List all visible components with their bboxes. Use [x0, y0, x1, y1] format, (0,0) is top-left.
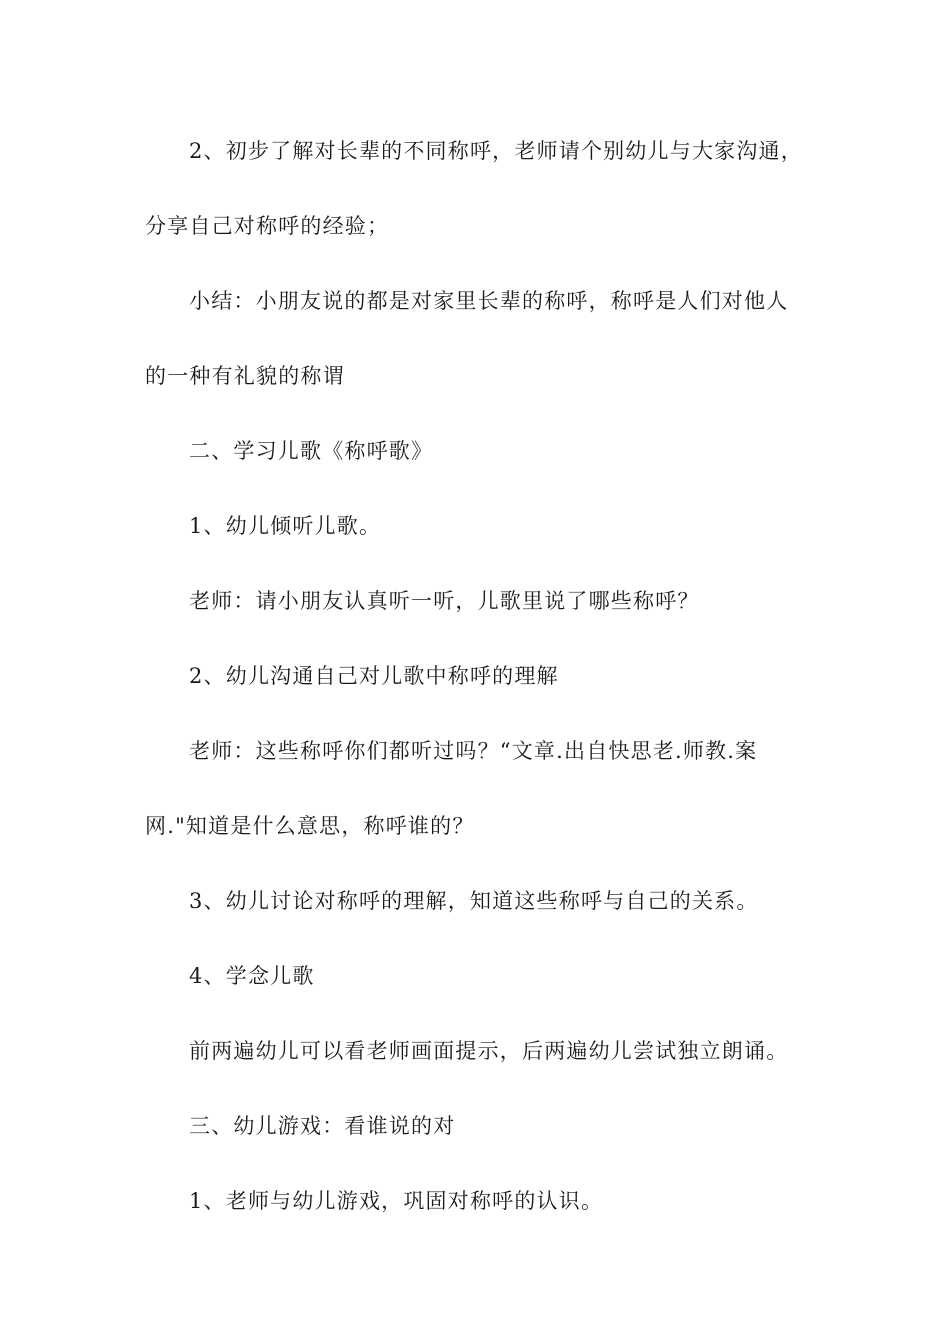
paragraph-line: 老师：这些称呼你们都听过吗？“文章.出自快思老.师教.案	[189, 739, 758, 763]
paragraph-line: 分享自己对称呼的经验；	[145, 214, 390, 238]
section-heading: 二、学习儿歌《称呼歌》	[189, 439, 434, 463]
paragraph-line: 4、学念儿歌	[189, 964, 315, 988]
paragraph-line: 小结：小朋友说的都是对家里长辈的称呼，称呼是人们对他人	[189, 289, 789, 313]
paragraph-line: 网."知道是什么意思，称呼谁的？	[145, 814, 475, 838]
paragraph-line: 3、幼儿讨论对称呼的理解，知道这些称呼与自己的关系。	[189, 889, 759, 913]
paragraph-line: 2、初步了解对长辈的不同称呼，老师请个别幼儿与大家沟通，	[189, 139, 803, 163]
paragraph-line: 的一种有礼貌的称谓	[145, 364, 345, 388]
paragraph-line: 1、老师与幼儿游戏，巩固对称呼的认识。	[189, 1189, 604, 1213]
section-heading: 三、幼儿游戏：看谁说的对	[189, 1114, 456, 1138]
paragraph-line: 2、幼儿沟通自己对儿歌中称呼的理解	[189, 664, 559, 688]
paragraph-line: 前两遍幼儿可以看老师画面提示，后两遍幼儿尝试独立朗诵。	[189, 1039, 789, 1063]
paragraph-line: 老师：请小朋友认真听一听，儿歌里说了哪些称呼？	[189, 589, 700, 613]
paragraph-line: 1、幼儿倾听儿歌。	[189, 514, 382, 538]
